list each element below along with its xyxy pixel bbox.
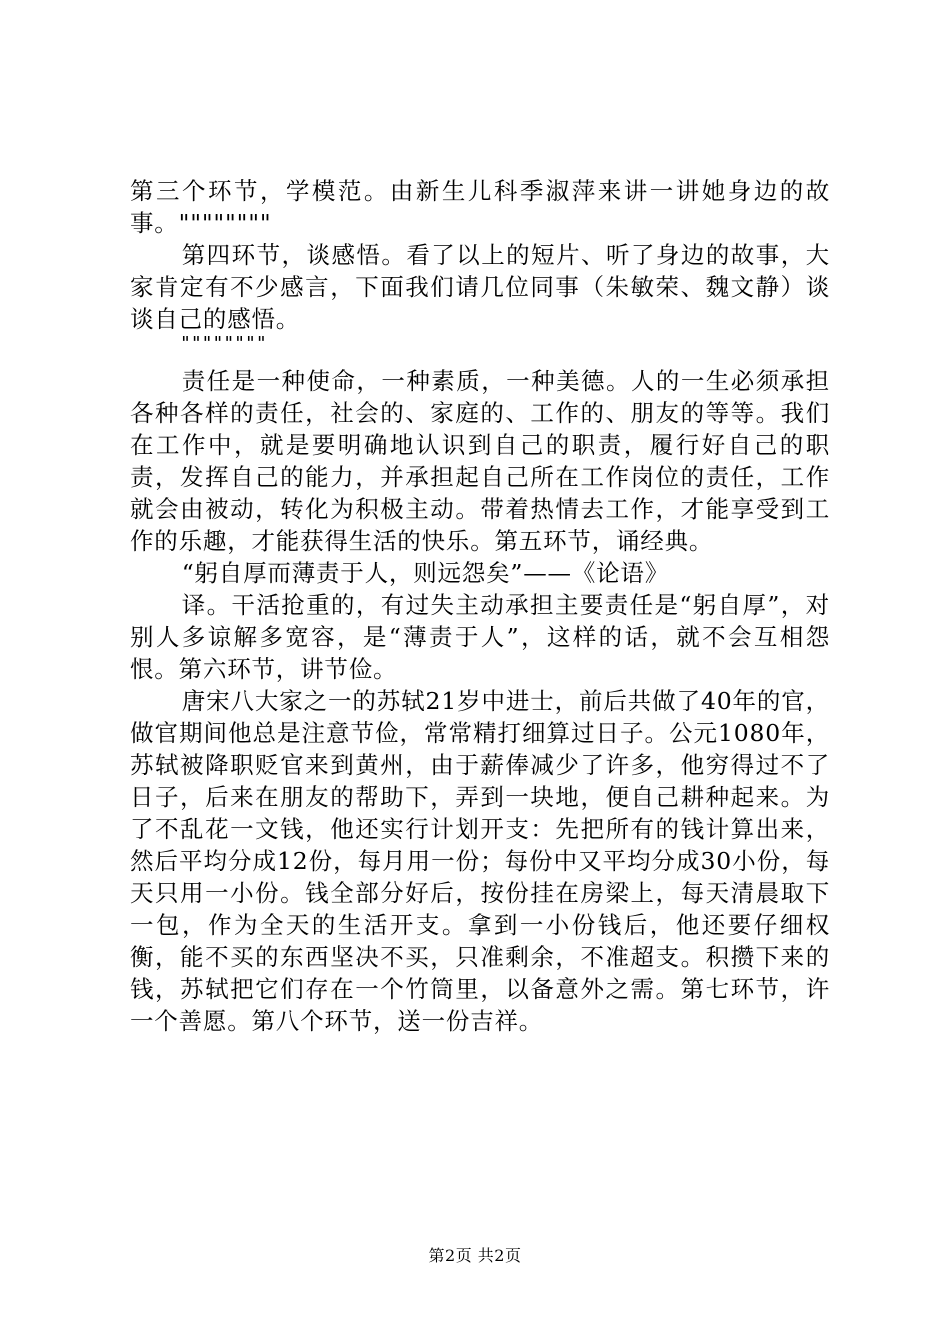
paragraph-su-shi-story: 唐宋八大家之一的苏轼21岁中进士，前后共做了40年的官，做官期间他总是注意节俭，常常精打细算过日子。公元1080年，苏轼被降职贬官来到黄州，由于薪俸减少了许多，他穷得过不了日子，后来在朋友的帮助下，弄到一块地，便自己耕种起来。为了不乱花一文钱，他还实行计划开支：先把所有的钱计算出来，然后平均分成12份，每月用一份；每份中又平均分成30小份，每天只用一小份。钱全部分好后，按份挂在房梁上，每天清晨取下一包，作为全天的生活开支。拿到一小份钱后，他还要仔细权衡，能不买的东西坚决不买，只准剩余，不准超支。积攒下来的钱，苏轼把它们存在一个竹筒里，以备意外之需。第七环节，许一个善愿。第八个环节，送一份吉祥。 — [130, 687, 830, 1035]
paragraph-classic-quote: “躬自厚而薄责于人，则远怨矣”——《论语》 — [181, 559, 670, 587]
paragraph-role-model: 第三个环节，学模范。由新生儿科季淑萍来讲一讲她身边的故事。"""""""" — [130, 177, 830, 237]
paragraph-reflection: 第四环节，谈感悟。看了以上的短片、听了身边的故事，大家肯定有不少感言，下面我们请几位同事（朱敏荣、魏文静）谈谈自己的感悟。 — [130, 241, 830, 333]
paragraph-spacer — [130, 353, 830, 365]
paragraph-responsibility: 责任是一种使命，一种素质，一种美德。人的一生必须承担各种各样的责任，社会的、家庭的、工作的、朋友的等等。我们在工作中，就是要明确地认识到自己的职责，履行好自己的职责，发挥自己的能力，并承担起自己所在工作岗位的责任，工作就会由被动，转化为积极主动。带着热情去工作，才能享受到工作的乐趣，才能获得生活的快乐。第五环节，诵经典。 — [130, 367, 830, 555]
paragraph-translation: 译。干活抢重的，有过失主动承担主要责任是“躬自厚”，对别人多谅解多宽容，是“薄责于人”，这样的话，就不会互相怨恨。第六环节，讲节俭。 — [130, 591, 830, 683]
page-number: 第2页 共2页 — [428, 1246, 522, 1265]
paragraph-quote-marks: """""""" — [180, 333, 267, 354]
document-body — [130, 175, 830, 1037]
